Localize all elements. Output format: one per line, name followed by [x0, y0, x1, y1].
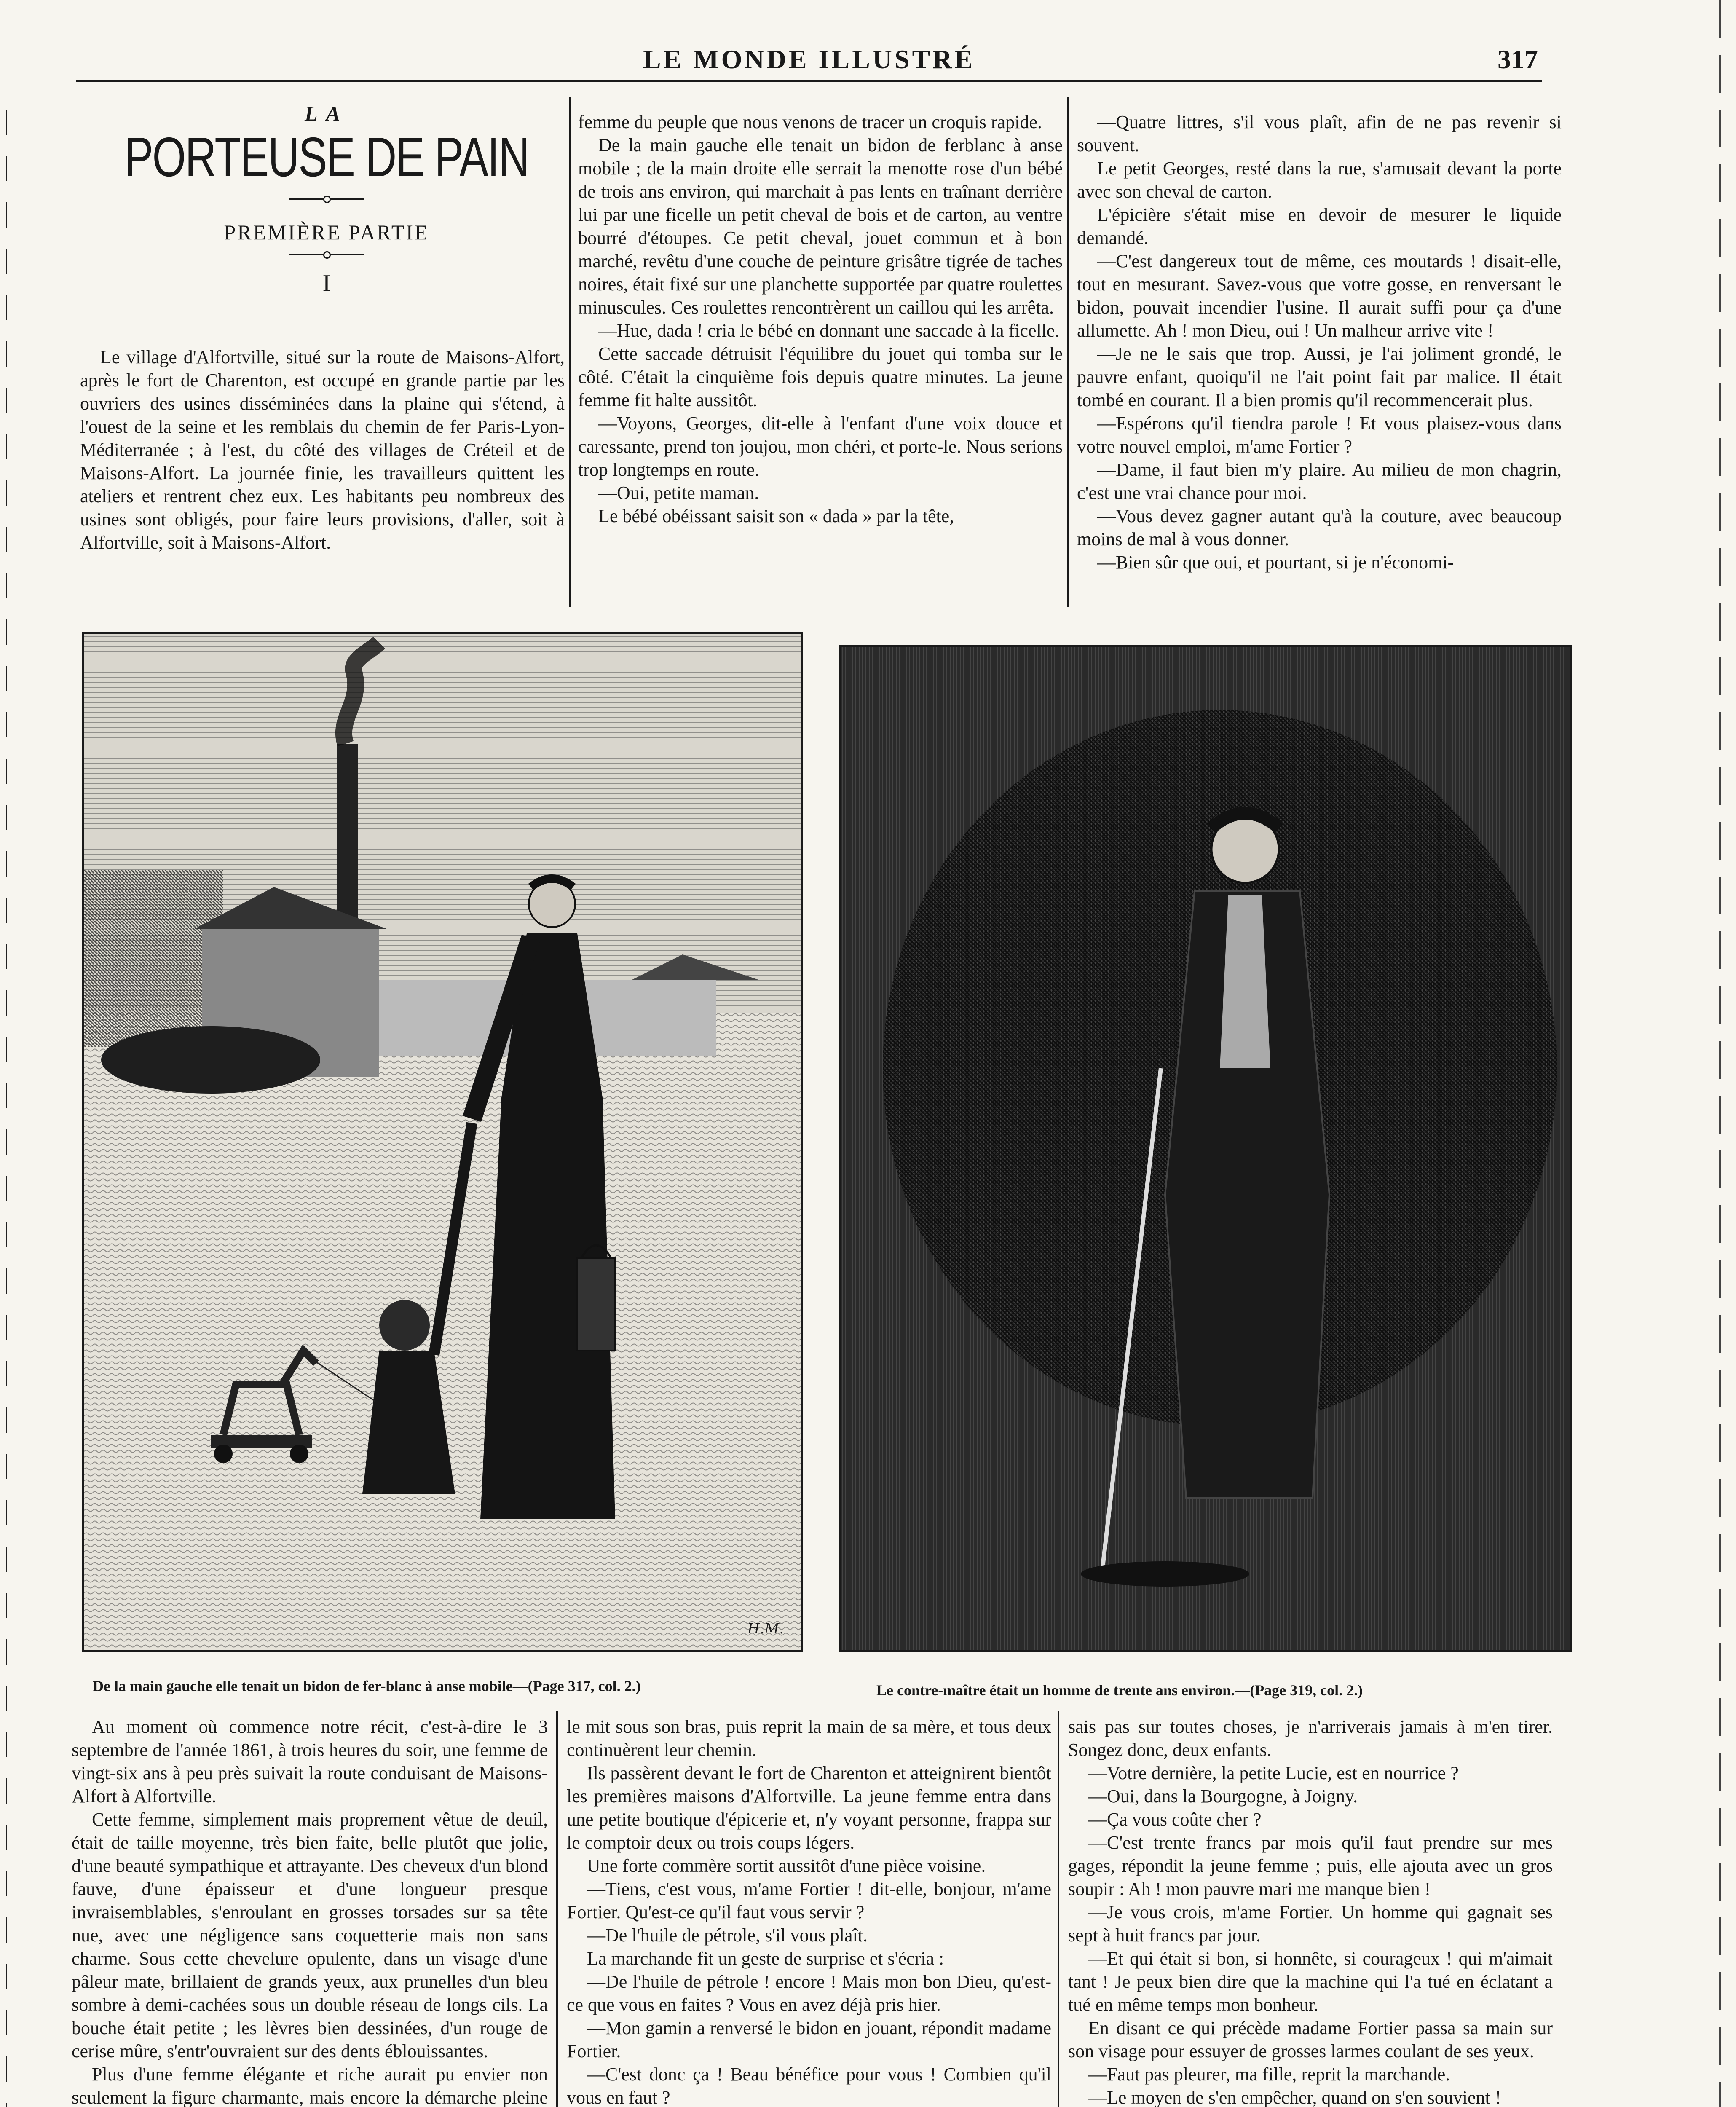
- caption-right: Le contre-maître était un homme de trente ans environ.—(Page 319, col. 2.): [876, 1682, 1363, 1699]
- paragraph: —Et qui était si bon, si honnête, si courageux ! qui m'aimait tant ! Je peux bien dire que la machine qui l'a tué en éclatant a tué en même temps mon bonheur.: [1068, 1948, 1553, 2015]
- engraving-woman-and-child: [84, 634, 801, 1650]
- part-label: PREMIÈRE PARTIE: [224, 220, 429, 244]
- paragraph: En disant ce qui précède madame Fortier passa sa main sur son visage pour essuyer de grosses larmes coulant de ses yeux.: [1068, 2018, 1553, 2061]
- ornament-rule: [289, 195, 364, 203]
- running-head: [76, 42, 1542, 82]
- journal-title: LE MONDE ILLUSTRÉ: [643, 44, 975, 74]
- column-rule: [1067, 97, 1069, 607]
- paragraph: —Quatre littres, s'il vous plaît, afin de ne pas revenir si souvent.: [1077, 112, 1562, 155]
- column-rule: [1058, 1711, 1059, 2107]
- paragraph: —De l'huile de pétrole, s'il vous plaît.: [587, 1925, 868, 1946]
- page-number: 317: [1498, 44, 1538, 74]
- paragraph: Au moment où commence notre récit, c'est-à-dire le 3 septembre de l'année 1861, à trois heures du soir, une femme de vingt-six ans à peu près suivait la route conduisant de Maisons-Alfort à Alfortville.: [72, 1716, 548, 1807]
- column-rule: [556, 1711, 558, 2107]
- title-article: LA: [305, 102, 348, 125]
- column-rule: [569, 97, 571, 607]
- paragraph: —C'est donc ça ! Beau bénéfice pour vous ! Combien qu'il vous en faut ?: [567, 2064, 1051, 2107]
- top-column-2: [578, 110, 1063, 528]
- illustration-left: [82, 632, 803, 1652]
- paragraph: —Dame, il faut bien m'y plaire. Au milieu de mon chagrin, c'est une vrai chance pour moi.: [1077, 459, 1562, 503]
- left-scan-margin: [0, 0, 17, 2107]
- bottom-column-2: [567, 1715, 1051, 2107]
- paragraph: le mit sous son bras, puis reprit la main de sa mère, et tous deux continuèrent leur chemin.: [567, 1716, 1051, 1760]
- paragraph: —Vous devez gagner autant qu'à la couture, avec beaucoup moins de mal à vous donner.: [1077, 506, 1562, 550]
- article-title-block: [80, 101, 573, 297]
- paragraph: De la main gauche elle tenait un bidon de ferblanc à anse mobile ; de la main droite elle serrait la menotte rose d'un bébé de trois ans environ, qui marchait à pas lents en traînant derrière lui par une ficelle un petit cheval de bois et de carton, au ventre bourré d'étoupes. Ce petit cheval, jouet commun et à bon marché, revêtu d'une couche de peinture grisâtre tigrée de taches noires, était fixé sur une planchette supportée par quatre roulettes minuscules. Ces roulettes rencontrèrent un caillou qui les arrêta.: [578, 135, 1063, 318]
- top-column-3: [1077, 110, 1562, 574]
- paragraph: Le village d'Alfortville, situé sur la route de Maisons-Alfort, après le fort de Charenton, est occupé en grande partie par les ouvriers des usines disséminées dans la plaine qui s'étend, à l'ouest de la seine et les remblais du chemin de fer Paris-Lyon-Méditerranée ; à l'est, du côté des villages de Créteil et de Maisons-Alfort. La journée finie, les travailleurs quittent les ateliers et rentrent chez eux. Les habitants peu nombreux des usines sont obligés, pour faire leurs provisions, d'aller, soit à Alfortville, soit à Maisons-Alfort.: [80, 347, 565, 553]
- bottom-column-3: [1068, 1715, 1553, 2107]
- paragraph: —Je ne le sais que trop. Aussi, je l'ai joliment grondé, le pauvre enfant, quoiqu'il ne l'ait point fait par malice. Il était tombé en courant. Il a bien promis qu'il recommencerait plus.: [1077, 343, 1562, 410]
- paragraph: femme du peuple que nous venons de tracer un croquis rapide.: [578, 112, 1042, 132]
- paragraph: sais pas sur toutes choses, je n'arriverais jamais à m'en tirer. Songez donc, deux enfants.: [1068, 1716, 1553, 1760]
- paragraph: —Espérons qu'il tiendra parole ! Et vous plaisez-vous dans votre nouvel emploi, m'ame Fortier ?: [1077, 413, 1562, 457]
- right-scan-margin: [1711, 0, 1736, 2107]
- paragraph: Ils passèrent devant le fort de Charenton et atteignirent bientôt les premières maisons d'Alfortville. La jeune femme entra dans une petite boutique d'épicerie et, n'y voyant personne, frappa sur le comptoir deux ou trois coups légers.: [567, 1763, 1051, 1853]
- ornament-rule: [289, 250, 364, 259]
- engraver-signature: H.M.: [747, 1620, 784, 1637]
- caption-left: De la main gauche elle tenait un bidon de fer-blanc à anse mobile—(Page 317, col. 2.): [93, 1678, 641, 1694]
- paragraph: —C'est trente francs par mois qu'il faut prendre sur mes gages, répondit la jeune femme ; puis, elle ajouta avec un gros soupir : Ah ! mon pauvre mari me manque bien !: [1068, 1832, 1553, 1899]
- top-column-1: [80, 346, 565, 554]
- paragraph: —Voyons, Georges, dit-elle à l'enfant d'une voix douce et caressante, prend ton joujou, mon chéri, et porte-le. Nous serions trop longtemps en route.: [578, 413, 1063, 480]
- article-title: PORTEUSE DE PAIN: [124, 126, 529, 188]
- paragraph: Cette femme, simplement mais proprement vêtue de deuil, était de taille moyenne, très bien faite, belle plutôt que jolie, d'une beauté sympathique et attrayante. Des cheveux d'un blond fauve, d'une épaisseur et d'une longueur presque invraisemblables, s'enroulant en grosses torsades sur sa tête nue, avec une négligence sans coquetterie mais non sans charme. Sous cette chevelure opulente, dans un visage d'une pâleur mate, brillaient de grands yeux, aux prunelles d'un bleu sombre à demi-cachées sous un double réseau de longs cils. La bouche était petite ; les lèvres bien dessinées, d'un rouge de cerise mûre, s'entr'ouvraient sur des dents éblouissantes.: [72, 1809, 548, 2061]
- paragraph: —Mon gamin a renversé le bidon en jouant, répondit madame Fortier.: [567, 2018, 1051, 2061]
- paragraph: —Le moyen de s'en empêcher, quand on s'en souvient !: [1088, 2087, 1501, 2107]
- paragraph: —C'est dangereux tout de même, ces moutards ! disait-elle, tout en mesurant. Savez-vous que votre gosse, en renversant le bidon, pouvait incendier l'usine. Il aurait suffi pour ça d'une allumette. Ah ! mon Dieu, oui ! Un malheur arrive vite !: [1077, 251, 1562, 341]
- engraving-foreman: [841, 647, 1570, 1650]
- paragraph: —De l'huile de pétrole ! encore ! Mais mon bon Dieu, qu'est-ce que vous en faites ? Vous en avez déjà pris hier.: [567, 1971, 1051, 2015]
- paragraph: Une forte commère sortit aussitôt d'une pièce voisine.: [587, 1855, 986, 1876]
- paragraph: Le petit Georges, resté dans la rue, s'amusait devant la porte avec son cheval de carton.: [1077, 158, 1562, 202]
- paragraph: L'épicière s'était mise en devoir de mesurer le liquide demandé.: [1077, 204, 1562, 248]
- paragraph: —Hue, dada ! cria le bébé en donnant une saccade à la ficelle.: [598, 320, 1060, 341]
- paragraph: —Tiens, c'est vous, m'ame Fortier ! dit-elle, bonjour, m'ame Fortier. Qu'est-ce qu'il faut vous servir ?: [567, 1879, 1051, 1922]
- chapter-number: I: [322, 270, 331, 296]
- paragraph: —Bien sûr que oui, et pourtant, si je n'économi-: [1097, 552, 1454, 573]
- paragraph: Cette saccade détruisit l'équilibre du jouet qui tomba sur le côté. C'était la cinquième fois depuis quatre minutes. La jeune femme fit halte aussitôt.: [578, 343, 1063, 410]
- paragraph: —Oui, dans la Bourgogne, à Joigny.: [1088, 1786, 1358, 1807]
- paragraph: —Votre dernière, la petite Lucie, est en nourrice ?: [1088, 1763, 1459, 1783]
- paragraph: Plus d'une femme élégante et riche aurait pu envier non seulement la figure charmante, mais encore la démarche pleine: [72, 2064, 548, 2107]
- paragraph: —Oui, petite maman.: [598, 483, 759, 503]
- illustration-right: [839, 645, 1572, 1652]
- bottom-column-1: [72, 1715, 548, 2107]
- paragraph: —Faut pas pleurer, ma fille, reprit la marchande.: [1088, 2064, 1450, 2085]
- paragraph: —Ça vous coûte cher ?: [1088, 1809, 1262, 1830]
- paragraph: Le bébé obéissant saisit son « dada » par la tête,: [598, 506, 954, 526]
- paragraph: —Je vous crois, m'ame Fortier. Un homme qui gagnait ses sept à huit francs par jour.: [1068, 1902, 1553, 1946]
- paragraph: La marchande fit un geste de surprise et s'écria :: [587, 1948, 944, 1969]
